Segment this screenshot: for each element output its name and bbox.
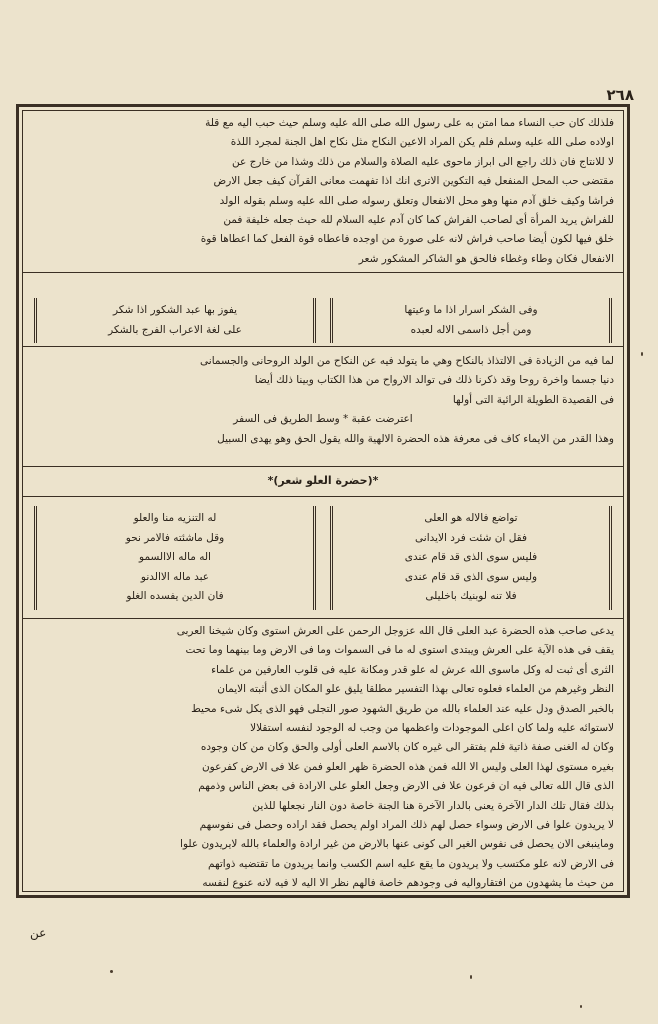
verse-line: ومن أجل ذاسمى الاله لعبده	[410, 323, 532, 336]
text-line: الثرى أى ثبت له وكل ماسوى الله عرش له علو قدر ومكانة عليه فى قلوب العارفين من علماء	[211, 663, 614, 676]
text-line: خلق فيها لكون أيضا صاحب فراش لانه على صورة من اوجده فاعطاه قوة الفعل كما اعطاها قوة	[200, 233, 614, 246]
verse-line: وليس سوى الذى قد قام عندى	[404, 570, 538, 583]
text-line: فلذلك كان حب النساء مما امتن به على رسول الله صلى الله عليه وسلم حيث حبب اليه مع قلة	[205, 117, 614, 129]
divider	[22, 496, 624, 497]
divider	[22, 346, 624, 347]
text-line: وكان له الغنى صفة ذاتية فلم يفتقر الى غيره كان بالاسم العلى أولى والحق وكان من كان وجوده	[200, 741, 614, 754]
text-line: بغيره مستوى لهذا العلى وليس الا الله فمن هذه الحضرة ظهر العلو فمن علا فى الارض كفرعون	[201, 760, 614, 773]
verse-line: له التنزيه منا والعلو	[133, 512, 217, 524]
text-line: مقتضى حب المحل المنفعل فيه التكوين الاترى انك اذا تفهمت معانى القرآن كيف جعل الارض	[213, 175, 614, 188]
paper-speck	[470, 975, 472, 979]
verse-line: وقل ماشئته فالامر نحو	[125, 531, 225, 544]
text-line: للفراش يريد المرأة أى لصاحب الفراش كما كان آدم عليه السلام لله حيث جعله خليفة فمن	[223, 214, 614, 227]
verse-line: فقل ان شئت فرد الايدانى	[415, 531, 527, 544]
text-block-2	[26, 352, 620, 449]
text-block-1	[26, 114, 620, 269]
divider	[22, 466, 624, 467]
verse-line: على لغة الاعراب الفرج بالشكر	[108, 323, 242, 336]
verse-line: اله ماله الاالسمو	[139, 551, 211, 563]
text-line: من حيث ما يشهدون من افتقارواليه فى وجودهم خاصة فالهم نظر الا اليه لا فيه لانه عنوع لنفسه	[202, 877, 614, 890]
verse-column-left	[34, 506, 316, 610]
catchword: عن	[30, 926, 47, 940]
verse-column-right	[330, 506, 612, 610]
text-line: وماينبغى الان يحصل فى نفوس الغير الى كونى عنها بالارض من غير ارادة والعلماء بالله لايريدون علوا	[180, 838, 614, 851]
text-line: اولاده صلى الله عليه وسلم فلم يكن المراد الاعين النكاح مثل نكاح اهل الجنة لمجرد اللذة	[230, 136, 614, 149]
text-line: لما فيه من الزيادة فى الالتذاذ بالنكاح وهي ما يتولد فيه عن النكاح من الولد الروحانى والجسمانى	[200, 355, 614, 367]
divider	[22, 272, 624, 273]
text-line: الانفعال فكان وطاء وغطاء فالحق هو الشاكر المشكور شعر	[358, 252, 614, 265]
verse-line: وفى الشكر اسرار اذا ما وعيتها	[404, 304, 538, 316]
section-heading: *(حضرة العلو شعر)*	[267, 474, 379, 487]
text-line: الذى قال الله تعالى فيه ان فرعون علا فى الارض وجعل العلو على الارادة فى بعض الناس وذمهم	[198, 780, 614, 793]
verse-line: فليس سوى الذى قد قام عندى	[404, 551, 538, 563]
text-line: فى القصيدة الطويلة الرائية التى أولها	[452, 393, 614, 406]
text-line: يدعى صاحب هذه الحضرة عبد العلى قال الله عزوجل الرحمن على العرش استوى وكان شيخنا العربى	[176, 625, 614, 637]
verse-line: عبد ماله الاالدنو	[140, 570, 210, 583]
verse-column-left	[34, 298, 316, 343]
text-line: وهذا القدر من الايماء كاف فى معرفة هذه الحضرة الالهية والله يقول الحق وهو يهدى السبيل	[217, 432, 614, 445]
verse-table-2	[34, 506, 612, 610]
text-line: لا للانتاج فان ذلك راجع الى ابراز ماحوى عليه الصلاة والسلام من ذلك وشذا من خارج عن	[232, 155, 614, 168]
verse-single: اعترضت عقبة * وسط الطريق فى السفر	[233, 413, 413, 426]
verse-line: فلا تنه لوبنيك باخليلى	[425, 590, 517, 602]
text-line: بالخبر الصدق ودل عليه عند العلماء بالله من طريق الشهود صور التجلى فهو الذى يكل شىء محيط	[191, 702, 614, 715]
text-line: بذلك فقال تلك الدار الآخرة يعنى بالدار الآخرة هنا الجنة خاصة دون النار نجعلها للذين	[252, 799, 614, 812]
page-number: ٢٦٨	[606, 86, 634, 104]
text-line: دنيا جسما واخرة روحا وقد ذكرنا ذلك فى توالد الارواح من هذا الكتاب وبينا ذلك أيضا	[254, 374, 614, 387]
verse-line: تواضع فالاله هو العلى	[424, 512, 518, 524]
paper-speck	[641, 352, 643, 356]
text-line: لاستوائه عليه ولما كان اعلى الموجودات واعظمها من وجب له الوجود لنفسه استقلالا	[250, 722, 614, 735]
verse-table-1	[34, 298, 612, 343]
verse-column-right	[330, 298, 612, 343]
text-line: لا يريدون علوا فى الارض وسواء حصل لهم ذلك المراد اولم يحصل فقد اراده وحصل فى نفوسهم	[199, 819, 614, 832]
text-line: فى الارض لانه علو مكتسب ولا يريدون ما يقع عليه اسم الكسب وانما يريدون ما تقتضيه ذواتهم	[208, 857, 614, 870]
text-block-3	[26, 622, 620, 894]
text-line: فراشا وكيف خلق آدم منها وهو محل الانفعال وتعلق رسوله صلى الله عليه وسلم بقوله الولد	[219, 194, 614, 207]
text-line: النظر وغيرهم من العلماء فعلوه تعالى بهذا التفسير مطلقا يليق علو المكان الذى أثبته الايمان	[217, 683, 614, 696]
verse-line: يفوز بها عبد الشكور اذا شكر	[112, 304, 237, 316]
text-line: يقف فى هذه الآية على العرش ويبتدى استوى له ما فى السموات وما فى الارض وما بينهما وما تحت	[185, 644, 614, 657]
verse-line: فان الدين يفسده الغلو	[126, 590, 224, 602]
paper-speck	[110, 970, 113, 973]
divider	[22, 618, 624, 619]
paper-speck	[580, 1005, 582, 1008]
